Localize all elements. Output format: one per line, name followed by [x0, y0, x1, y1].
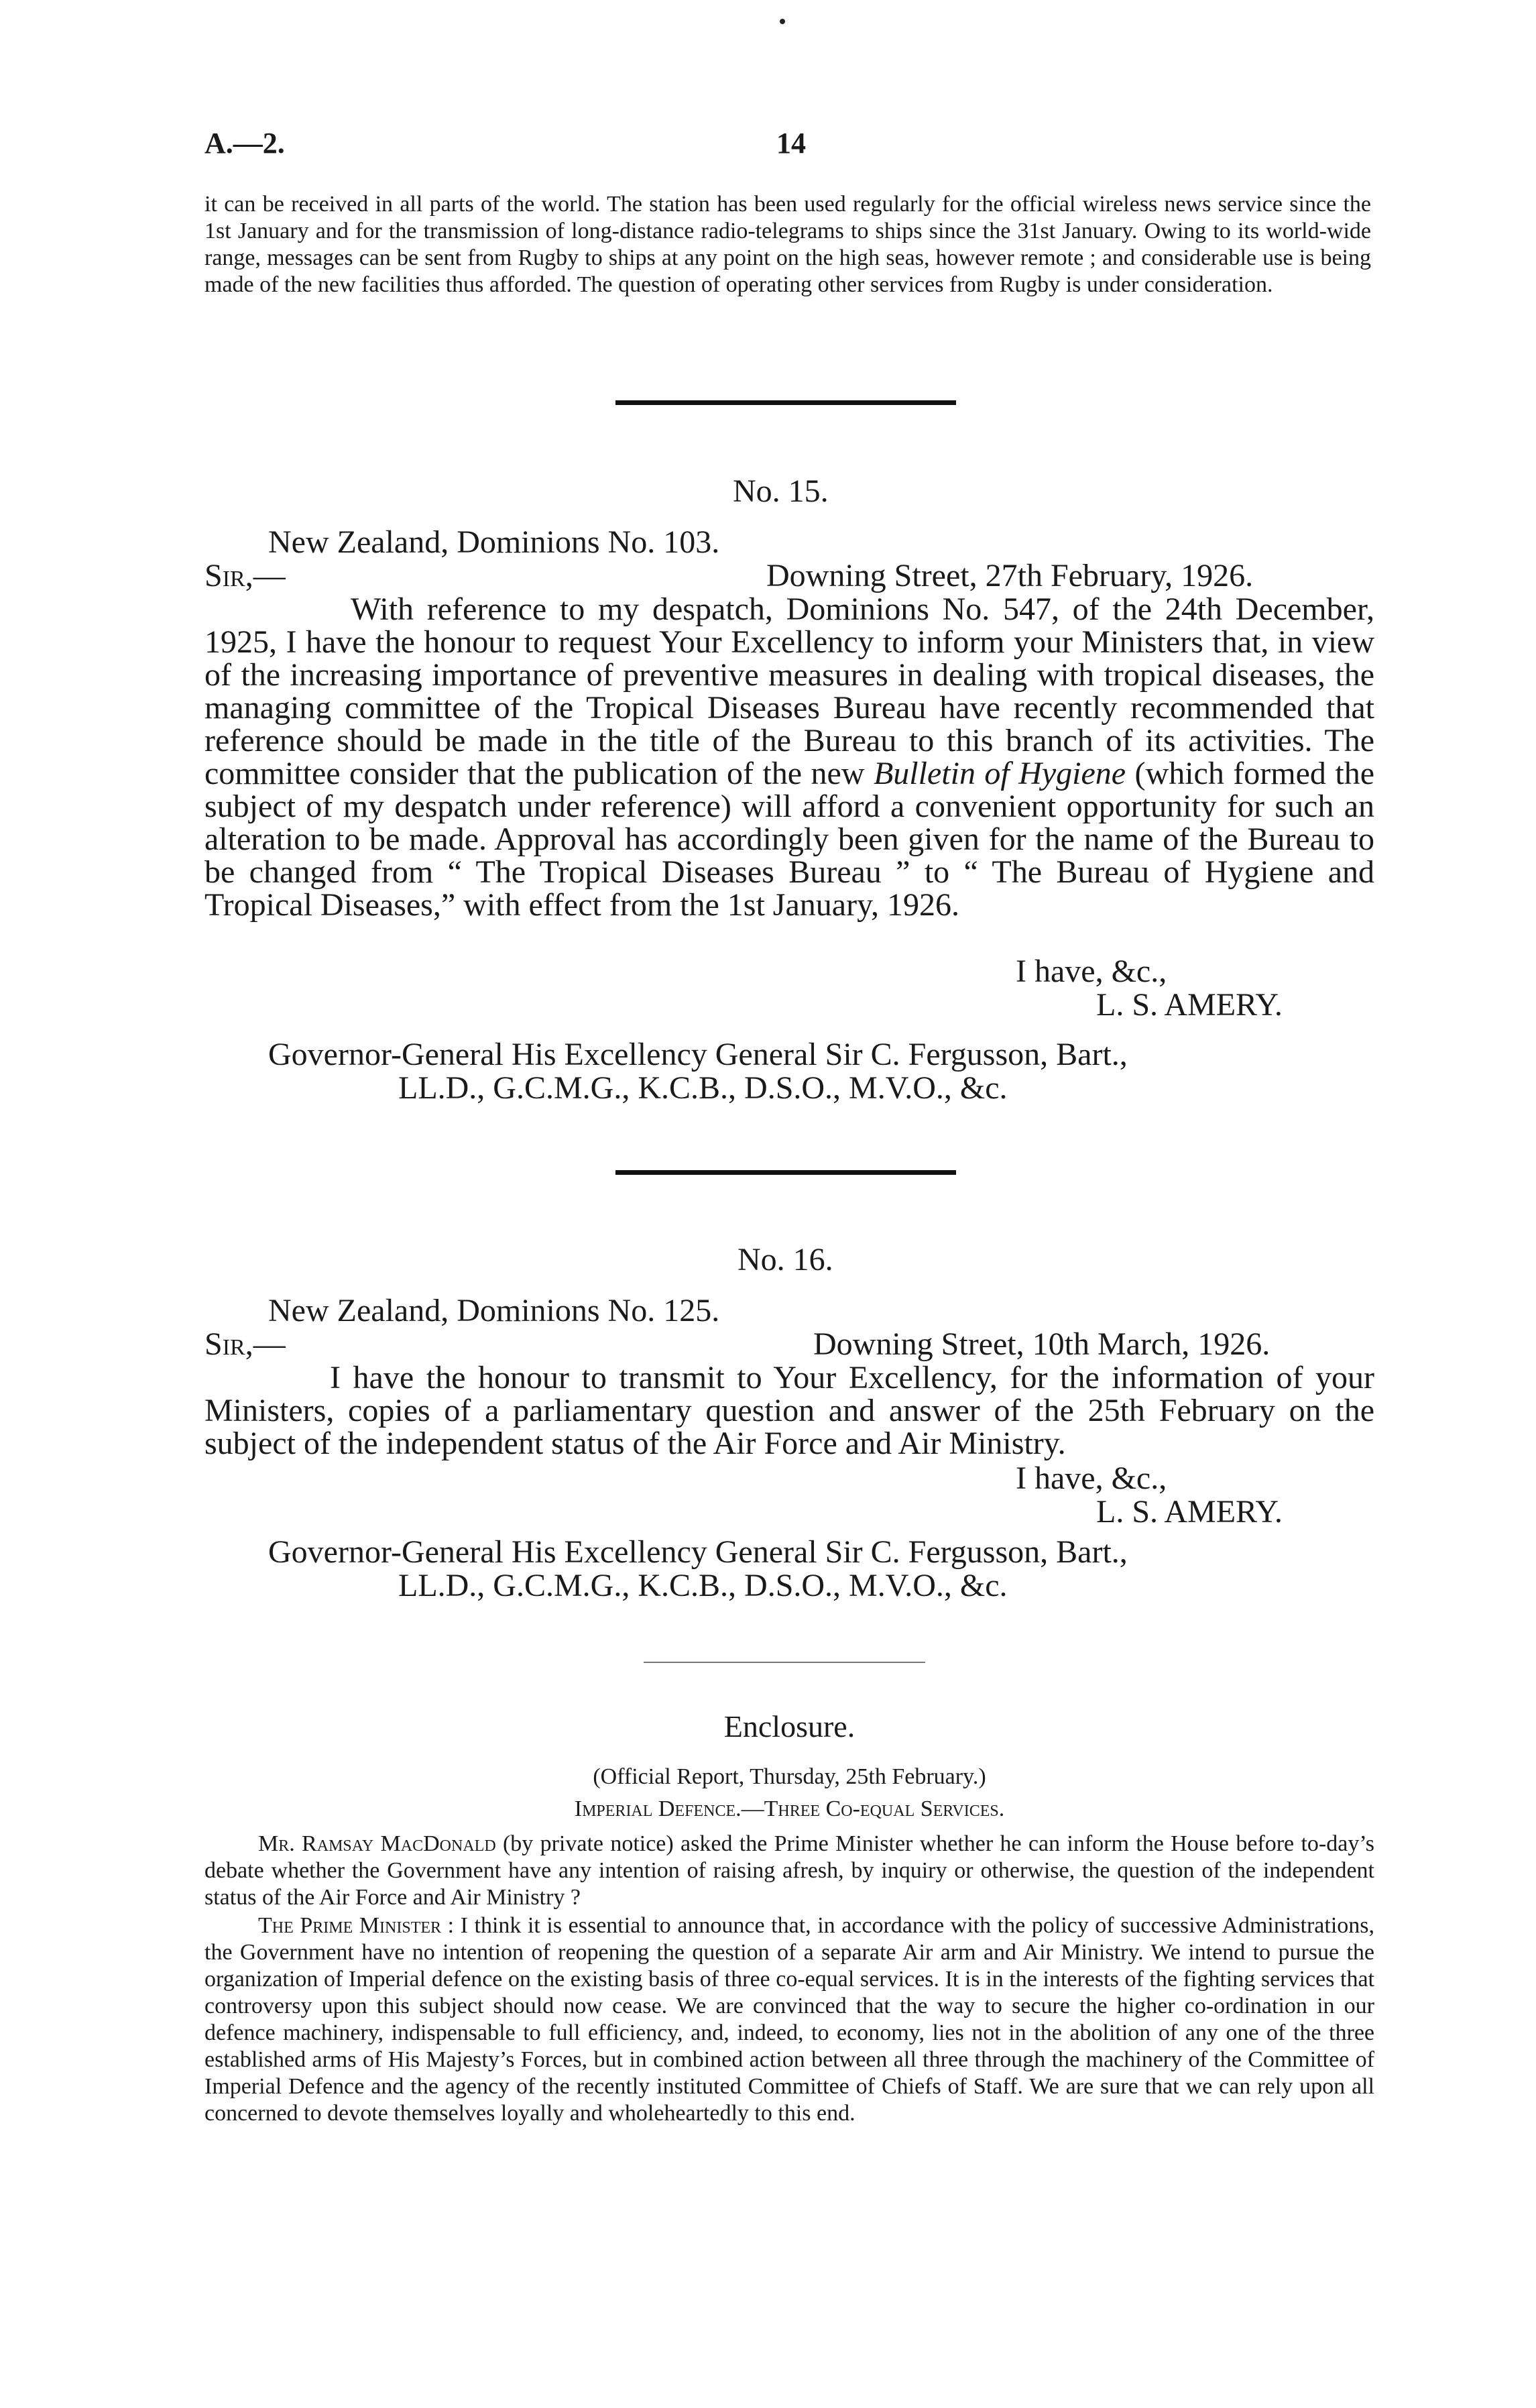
place-date: Downing Street, 10th March, 1926. [813, 1326, 1271, 1362]
top-mark [780, 19, 785, 24]
closing: I have, &c., [1016, 1460, 1167, 1496]
addressee: Governor-General His Excellency General Sir C. Fergusson, Bart., [268, 1534, 1128, 1570]
closing: I have, &c., [1016, 954, 1167, 989]
signature: L. S. AMERY. [1096, 1494, 1283, 1530]
place-date: Downing Street, 27th February, 1926. [766, 558, 1254, 593]
despatch-number: No. 15. [733, 473, 829, 509]
addressee-honours: LL.D., G.C.M.G., K.C.B., D.S.O., M.V.O., &c. [398, 1568, 1008, 1603]
question-paragraph [204, 1831, 1374, 1911]
question-text: (by private notice) asked the Prime Minister whether he can inform the House before to-day’s debate whether the Government have any intention of raising afresh, by inquiry or otherwise, the question of the independent status of the Air Force and Air Ministry ? [204, 1831, 1374, 1910]
section-divider [615, 1170, 956, 1175]
salutation: Sir,— [204, 558, 286, 593]
dominions-reference: New Zealand, Dominions No. 103. [268, 524, 720, 560]
salutation: Sir,— [204, 1326, 286, 1362]
enclosure-heading: Imperial Defence.—Three Co-equal Services. [574, 1796, 1005, 1821]
bulletin-title: Bulletin of Hygiene [873, 756, 1126, 791]
addressee-honours: LL.D., G.C.M.G., K.C.B., D.S.O., M.V.O., &c. [398, 1070, 1008, 1106]
despatch-body: I have the honour to transmit to Your Excellency, for the information of your Ministers, copies of a parliamentary question and answer of the 25th February on the subject of the independent status of the Air Force and Air Ministry. [204, 1360, 1374, 1461]
despatch-body [204, 593, 1374, 921]
body-text-continued: (which formed the subject of my despatch under reference) will afford a convenient opportunity for such an alteration to be made. Approval has accordingly been given for the name of the Bureau to be changed from “ The Tropical Diseases Bureau ” to “ The Bureau of Hygiene and Tropical Diseases,” with effect from the 1st January, 1926. [204, 756, 1375, 923]
enclosure-subtitle: (Official Report, Thursday, 25th February.) [593, 1764, 986, 1789]
answerer-name: The Prime Minister : [258, 1913, 455, 1938]
body-text: With reference to my despatch, Dominions No. 547, of the 24th December, 1925, I have the honour to request Your Excellency to inform your Ministers that, in view of the increasing importance of preventive measures in dealing with tropical diseases, the managing committee of the Tropical Diseases Bureau have recently recommended that reference should be made in the title of the Bureau to this branch of its activities. The committee consider that the publication of the new [204, 591, 1374, 791]
signature: L. S. AMERY. [1096, 987, 1283, 1023]
dominions-reference: New Zealand, Dominions No. 125. [268, 1293, 720, 1328]
document-reference: A.—2. [204, 127, 285, 160]
despatch-number: No. 16. [737, 1242, 833, 1277]
continuation-paragraph: it can be received in all parts of the world. The station has been used regularly for the official wireless news service since the 1st January and for the transmission of long-distance radio-telegrams to ships since the 31st January. Owing to its world-wide range, messages can be sent from Rugby to ships at any point on the high seas, however remote ; and considerable use is being made of the new facilities thus afforded. The question of operating other services from Rugby is under consideration. [204, 192, 1371, 297]
enclosure-title: Enclosure. [723, 1709, 855, 1743]
page-number: 14 [776, 127, 806, 160]
questioner-name: Mr. Ramsay MacDonald [258, 1831, 496, 1856]
section-divider [644, 1662, 925, 1663]
answer-text: I think it is essential to announce that, in accordance with the policy of successive Administrations, the Government have no intention of reopening the question of a separate Air arm and Air Ministry. We intend to pursue the organization of Imperial defence on the existing basis of three co-equal services. It is in the interests of the fighting services that controversy upon this subject should now cease. We are convinced that the way to secure the higher co-ordination in our defence machinery, indispensable to full efficiency, and, indeed, to economy, lies not in the abolition of any one of the three established arms of His Majesty’s Forces, but in combined action between all three through the machinery of the Committee of Imperial Defence and the agency of the recently instituted Committee of Chiefs of Staff. We are sure that we can rely upon all concerned to devote themselves loyally and wholeheartedly to this end. [204, 1913, 1374, 2126]
answer-paragraph [204, 1912, 1374, 2127]
addressee: Governor-General His Excellency General Sir C. Fergusson, Bart., [268, 1037, 1128, 1072]
section-divider [615, 400, 956, 405]
